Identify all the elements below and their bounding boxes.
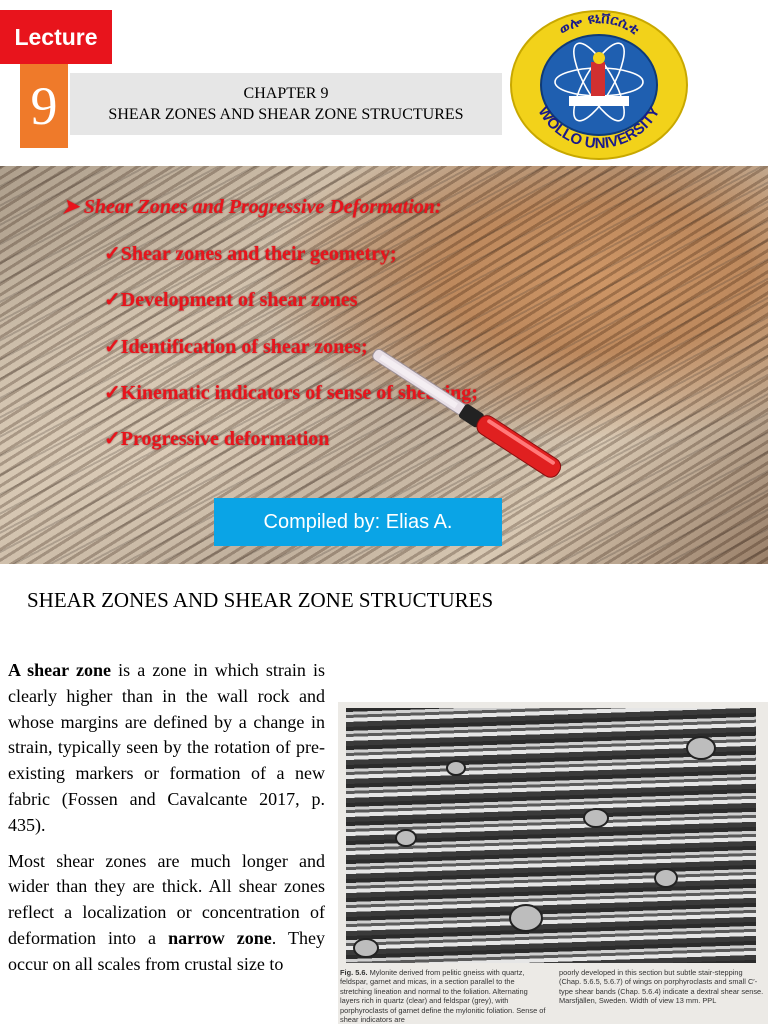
topic-item-text: Development of shear zones xyxy=(120,289,358,311)
university-logo xyxy=(509,10,689,160)
caption-label: Fig. 5.6. xyxy=(340,968,368,977)
banner-rock-photo xyxy=(0,166,768,564)
mylonite-photo xyxy=(346,708,756,963)
topic-item-text: Kinematic indicators of sense of shearing; xyxy=(120,382,478,404)
lecture-label: Lecture xyxy=(14,23,98,50)
paragraph-2 xyxy=(8,849,325,978)
lecture-number-badge xyxy=(20,64,68,148)
check-icon: ✓ xyxy=(104,428,121,450)
chapter-line: CHAPTER 9 xyxy=(243,85,329,102)
compiled-by-text: Compiled by: Elias A. xyxy=(263,510,453,533)
pen-icon xyxy=(355,341,585,491)
check-icon: ✓ xyxy=(104,289,121,311)
main-bullet-text: Shear Zones and Progressive Deformation: xyxy=(83,196,442,218)
check-icon: ✓ xyxy=(104,382,121,404)
topic-item xyxy=(104,241,397,266)
arrow-bullet-icon: ➤ xyxy=(62,196,84,218)
chapter-title: SHEAR ZONES AND SHEAR ZONE STRUCTURES xyxy=(108,106,464,123)
logo-bottom-text: WOLLO UNIVERSITY xyxy=(534,103,664,153)
main-bullet xyxy=(62,194,442,219)
topic-item xyxy=(104,334,368,359)
check-icon: ✓ xyxy=(104,243,121,265)
caption-left-text: Mylonite derived from pelitic gneiss with quartz, feldspar, garnet and micas, in a section parallel to the stretching lineation and normal to the foliation. Alternating layers rich in quartz (clear) and feldspar (grey), with porphyroclasts of garnet define the mylonitic foliation. Sense of shear indicators are xyxy=(340,968,546,1024)
topic-item xyxy=(104,287,358,312)
logo-top-text: ወሎ ዩኒቨርሲቲ xyxy=(556,10,642,39)
term-shear-zone: A shear zone xyxy=(8,660,111,680)
figure-caption xyxy=(340,968,766,1024)
compiled-by-box xyxy=(214,498,502,546)
lecture-number: 9 xyxy=(30,76,58,136)
topic-item-text: Identification of shear zones; xyxy=(120,336,368,358)
porphyroclast-overlay xyxy=(346,708,756,963)
topic-item xyxy=(104,426,329,451)
paragraph-1 xyxy=(8,658,325,839)
term-narrow-zone: narrow zone xyxy=(168,927,272,948)
lecture-badge xyxy=(0,10,112,64)
topic-item-text: Shear zones and their geometry; xyxy=(120,243,397,265)
body-text xyxy=(8,658,325,988)
paragraph-1-text: is a zone in which strain is clearly higher than in the wall rock and whose margins are defined by a change in strain, typically seen by the rotation of pre-existing markers or formation of a new fabric (Fossen and Cavalcante 2017, p. 435). xyxy=(8,660,325,835)
paragraph-2-start: Most shear zones are much longer and wider than they are thick. All shear zones reflect a localization or concentration of deformation into a xyxy=(8,850,325,948)
caption-right: poorly developed in this section but subtle stair-stepping (Chap. 5.6.5, 5.6.7) of wings on porphyroclasts and small C′-type shear bands (Chap. 5.6.4) indicate a dextral shear sense. Marsfjällen, Sweden. Width of view 13 mm. PPL xyxy=(559,968,764,1006)
mylonite-figure xyxy=(338,702,768,1024)
caption-left xyxy=(340,968,547,1024)
paragraph-2-end: . They occur on all scales from crustal size to xyxy=(8,927,325,974)
check-icon: ✓ xyxy=(104,336,121,358)
section-title: SHEAR ZONES AND SHEAR ZONE STRUCTURES xyxy=(27,588,494,612)
topic-item-text: Progressive deformation xyxy=(120,428,330,450)
chapter-title-box xyxy=(70,73,502,135)
